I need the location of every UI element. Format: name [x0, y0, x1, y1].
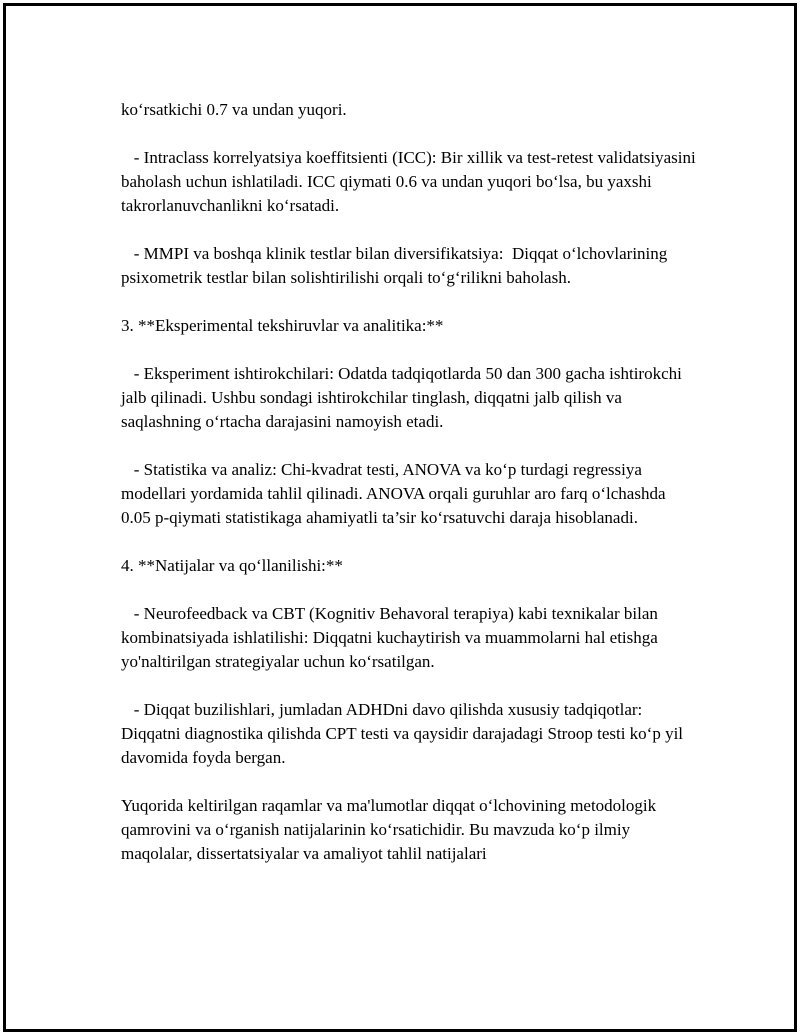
paragraph-participants: - Eksperiment ishtirokchilari: Odatda tadqiqotlarda 50 dan 300 gacha ishtirokchi jalb qilinadi. Ushbu sondagi ishtirokchilar tinglash, diqqatni jalb qilish va saqlashning oʻrtacha darajasini namoyish etadi.: [121, 364, 687, 431]
paragraph-neurofeedback: - Neurofeedback va CBT (Kognitiv Behavoral terapiya) kabi texnikalar bilan kombinatsiyada ishlatilishi: Diqqatni kuchaytirish va muammolarni hal etishga yo'naltirilgan strategiyalar uchun koʻrsatilgan.: [121, 604, 663, 671]
paragraph-statistics: - Statistika va analiz: Chi-kvadrat testi, ANOVA va koʻp turdagi regressiya modellari yordamida tahlil qilinadi. ANOVA orqali guruhlar aro farq oʻlchashda 0.05 p-qiymati statistikaga ahamiyatli ta’sir koʻrsatuvchi daraja hisoblanadi.: [121, 460, 670, 527]
paragraph-icc: - Intraclass korrelyatsiya koeffitsienti (ICC): Bir xillik va test-retest validatsiyasini baholash uchun ishlatiladi. ICC qiymati 0.6 va undan yuqori boʻlsa, bu yaxshi takrorlanuvchanlikni koʻrsatadi.: [121, 148, 700, 215]
paragraph-adhd: - Diqqat buzilishlari, jumladan ADHDni davo qilishda xususiy tadqiqotlar: Diqqatni diagnostika qilishda CPT testi va qaysidir darajadagi Stroop testi koʻp yil davomida foyda bergan.: [121, 700, 688, 767]
section-heading-experimental: 3. **Eksperimental tekshiruvlar va analitika:**: [121, 316, 444, 335]
page-body: [121, 98, 700, 890]
paragraph-conclusion: Yuqorida keltirilgan raqamlar va ma'lumotlar diqqat oʻlchovining metodologik qamrovini va oʻrganish natijalarinin koʻrsatichidir. Bu mavzuda koʻp ilmiy maqolalar, dissertatsiyalar va amaliyot tahlil natijalari: [121, 796, 661, 863]
paragraph-reliability-threshold: koʻrsatkichi 0.7 va undan yuqori.: [121, 100, 347, 119]
paragraph-mmpi: - MMPI va boshqa klinik testlar bilan diversifikatsiya: Diqqat oʻlchovlarining psixometrik testlar bilan solishtirilishi orqali toʻgʻrilikni baholash.: [121, 244, 672, 287]
page-frame: [3, 3, 797, 1032]
section-heading-results: 4. **Natijalar va qoʻllanilishi:**: [121, 556, 343, 575]
